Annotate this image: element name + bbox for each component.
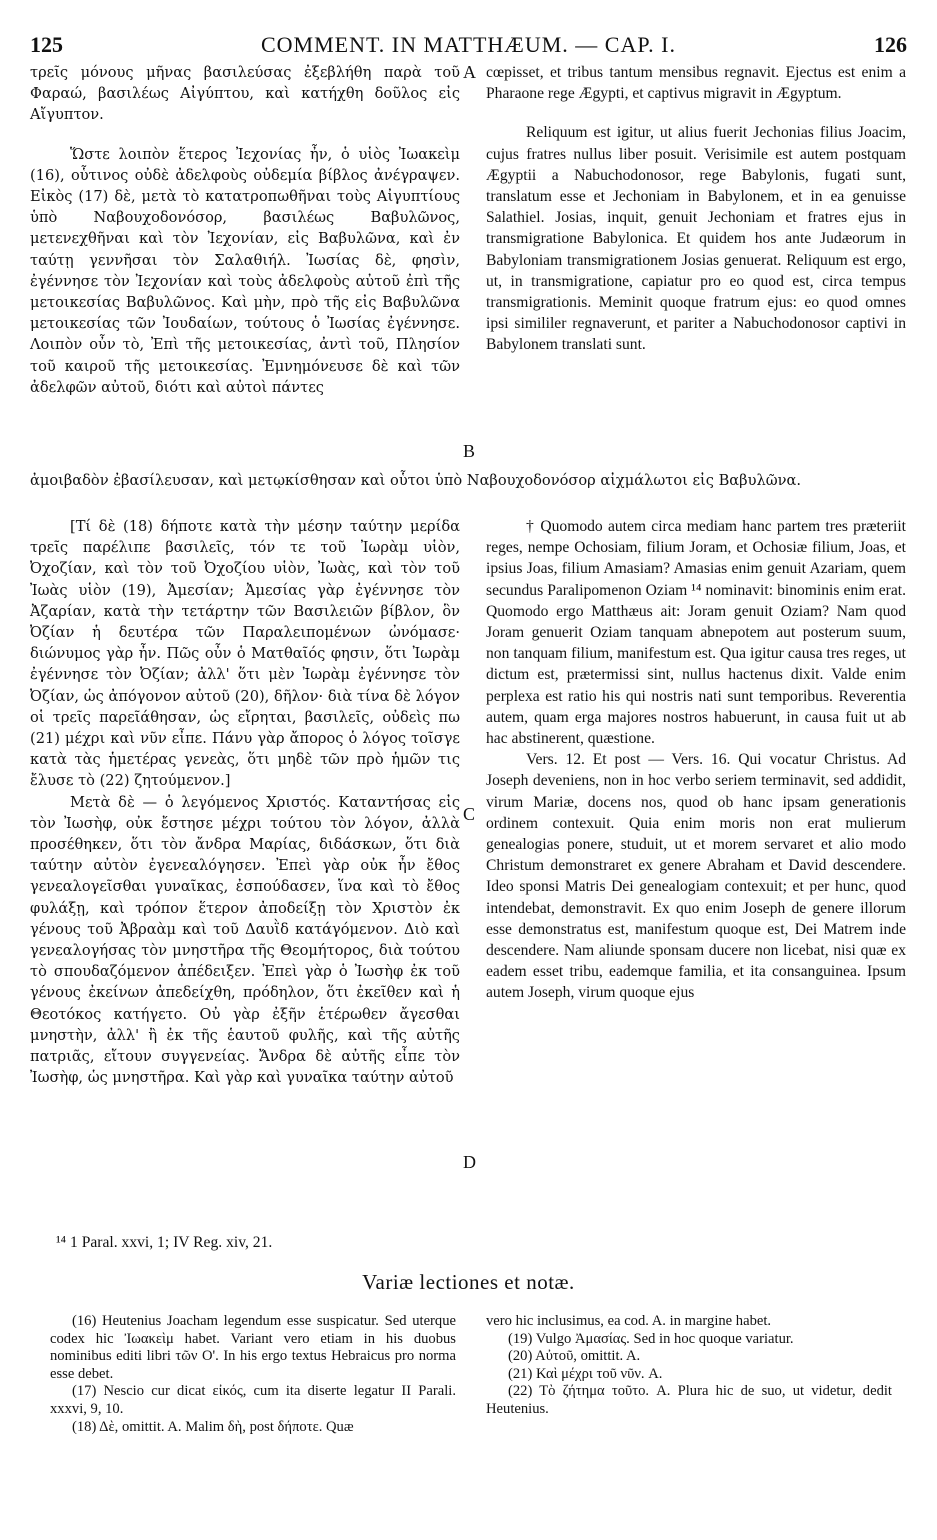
running-title: COMMENT. IN MATTHÆUM. — CAP. I. [260, 32, 676, 57]
running-header [30, 32, 907, 60]
margin-marker-d: D [463, 1152, 476, 1172]
note-item: vero hic inclusimus, ea cod. A. in margine habet. [486, 1313, 772, 1329]
footnote: ¹⁴ 1 Paral. xxvi, 1; IV Reg. xiv, 21. [56, 1234, 273, 1251]
note-item: (16) Heutenius Joacham legendum esse suspicatur. Sed uterque codex hic Ἰωακεὶμ habet. Variant vero etiam in his duobus nominibus editi libri τῶν Ο'. In his ergo textus Hebraicus pro norma esse debet. [50, 1313, 456, 1382]
notes-title: Variæ lectiones et notæ. [362, 1270, 575, 1294]
page-number-left: 125 [30, 32, 63, 57]
latin-column-upper [486, 62, 906, 356]
margin-marker-b: B [463, 441, 476, 461]
latin-paragraph: Vers. 12. Et post — Vers. 16. Qui vocatur Christus. Ad Joseph deveniens, non in hoc verbo seriem terminavit, sed addidit, virum Mariæ, docens nos, quod ob hanc ipsam generationis ordinem contexuit. Quia enim moris non erat mulierum genealogias ponere, studuit, ut et morem servaret et alio modo Christum demonstraret ex genere Abraham et David descendere. Ideo sponsi Matris Dei genealogiam contexuit; et per hunc, quod intendebat, demonstravit. Ex quo enim Joseph de genere illorum esse demonstratus est, manifestum quoque est, Dei Matrem inde descendere. Nam aliunde sponsam ducere non licebat, nisi quæ ex eadem esset tribu, eademque familia, et ita consanguinea. Ipsum autem Joseph, virum quoque ejus [486, 751, 906, 1002]
note-item: (22) Τὸ ζήτημα τοῦτο. A. Plura hic de suo, ut videtur, dedit Heutenius. [486, 1383, 892, 1417]
greek-paragraph: Ὥστε λοιπὸν ἕτερος Ἰεχονίας ἦν, ὁ υἱὸς Ἰωακεὶμ (16), οὗτινος οὐδὲ ἀδελφοὺς οὐδεμία βίβλος ἀνέγραψεν. Εἰκὸς (17) δὲ, μετὰ τὸ κατατροπωθῆναι τοὺς Αἰγυπτίους ὑπὸ Ναβουχοδονόσορ, βασιλέως Βαβυλῶνος, μετενεχθῆναι καὶ τὸν Ἰεχονίαν, εἰς Βαβυλῶνα, καὶ ἐν ταύτῃ γεννῆσαι τὸν Σαλαθιήλ. Ἰωσίας δὲ, φησὶν, ἐγέννησε τὸν Ἰεχονίαν καὶ τοὺς ἀδελφοὺς αὐτοῦ ἐπὶ τῆς μετοικεσίας Βαβυλῶνος. Καὶ μὴν, πρὸ τῆς εἰς Βαβυλῶνα μετοικεσίας τῶν Ἰουδαίων, τούτους ὁ Ἰωσίας ἐγέννησε. Λοιπὸν οὖν τὸ, Ἐπὶ τῆς μετοικεσίας, ἀντὶ τοῦ, Πλησίον τοῦ καιροῦ τῆς μετοικεσίας. Ἐμνημόνευσε δὲ καὶ τῶν ἀδελφῶν αὐτοῦ, διότι καὶ αὐτοὶ πάντες [30, 145, 460, 396]
greek-paragraph: Μετὰ δὲ — ὁ λεγόμενος Χριστός. Καταντήσας εἰς τὸν Ἰωσὴφ, οὐκ ἔστησε μέχρι τούτου τὸν λόγον, ἀλλὰ προσέθηκεν, ὅτι τὸν ἄνδρα Μαρίας, διδάσκων, ὅτι διὰ ταύτην αὐτὸν ἐγενεαλόγησεν. Ἐπεὶ γὰρ οὐκ ἦν ἔθος γενεαλογεῖσθαι γυναῖκας, ἐσπούδασεν, ἵνα καὶ τὸ ἔθος φυλάξῃ, καὶ τρόπον ἕτερον ἀποδείξῃ τὸν Χριστὸν ἐκ γένους τοῦ Ἀβραὰμ καὶ τοῦ Δαυῒδ κατάγόμενον. Διὸ καὶ γενεαλογήσας τὸν μνηστῆρα τῆς Θεομήτορος, διὰ τούτου τὸ σπουδαζόμενον ἀπέδειξεν. Ἐπεὶ γὰρ ὁ Ἰωσὴφ ἐκ τοῦ γένους ἐκείνων ἀπεδείχθη, πρόδηλον, ὅτι ἐκεῖθεν καὶ ἡ Θεοτόκος κατήγετο. Οὐ γὰρ ἐξῆν ἑτέρωθεν ἄγεσθαι μνηστὴν, ἀλλ' ἢ ἐκ τῆς ἑαυτοῦ φυλῆς, καὶ τῆς αὐτῆς πατριᾶς, εἴτουν συγγενείας. Ἄνδρα δὲ αὐτῆς εἶπε τὸν Ἰωσὴφ, ὡς μνηστῆρα. Καὶ γὰρ καὶ γυναῖκα ταύτην αὐτοῦ [30, 793, 460, 1087]
greek-full-width-line [30, 470, 907, 491]
latin-paragraph: cœpisset, et tribus tantum mensibus regnavit. Ejectus est enim a Pharaone rege Ægypti, et captivus migravit in Ægyptum. [486, 64, 906, 103]
greek-paragraph: τρεῖς μόνους μῆνας βασιλεύσας ἐξεβλήθη παρὰ τοῦ Φαραώ, βασιλέως Αἰγύπτου, καὶ κατήχθη δοῦλος εἰς Αἴγυπτον. [30, 64, 460, 124]
margin-marker-c: C [463, 804, 476, 824]
note-item: (17) Nescio cur dicat εἰκός, cum ita diserte legatur II Parali. xxxvi, 9, 10. [50, 1383, 456, 1417]
margin-marker-a: A [463, 62, 476, 82]
notes-column-right [486, 1313, 892, 1419]
latin-paragraph: Reliquum est igitur, ut alius fuerit Jechonias filius Joacim, cujus fratres nullus liber posuit. Verisimile est autem postquam Ægyptii a Nabuchodonosor, rege Babylonis, fugati sunt, translatum esse et Jechoniam in Babylonem, et in ea genuisse Salathiel. Josias, inquit, genuit Jechoniam et fratres ejus in transmigratione Babylonica. Et quidem hos ante Judæorum in Babyloniam transmigrationem Josias genuerat. Reliquum est ergo, ut, in transmigratione, capiatur pro eo quod est, circa tempus transmigrationis. Meminit quoque fratrum ejus: eo quod omnes ipsi simililer regnaverunt, et pariter a Nabuchodonosor captivi in Babylonem translati sunt. [486, 124, 906, 354]
note-item: (20) Αὐτοῦ, omittit. A. [508, 1348, 641, 1365]
notes-column-left [50, 1313, 456, 1436]
greek-paragraph: ἀμοιβαδὸν ἐβασίλευσαν, καὶ μετῳκίσθησαν καὶ οὗτοι ὑπὸ Ναβουχοδονόσορ αἰχμάλωτοι εἰς Βαβυλῶνα. [30, 472, 801, 489]
note-item: (19) Vulgo Ἀμασίας. Sed in hoc quoque variatur. [508, 1330, 794, 1347]
greek-column-upper [30, 62, 460, 398]
latin-paragraph: † Quomodo autem circa mediam hanc partem tres præteriit reges, nempe Ochosiam, filium Joram, et Ochosiæ filium, Joas, et ipsius Joas, filium Amasiam? Amasias enim genuit Azariam, quem secundus Paralipomenon Oziam ¹⁴ nominavit: binominis enim erat. Quomodo ergo Matthæus ait: Joram genuit Oziam? Nam quod Joram genuerit Oziam tanquam abnepotem aut posterum suum, non tanquam filium, manifestum est. Qua igitur causa tres reges, ut dictum est, prætermissi sint, nullus hactenus dixit. Valde enim perplexa est ratio his qui nostris nati sunt temporibus. Reverentia autem, quam erga majores nostros habuerunt, in causa fuit ut ab hac abstinerent, quæstione. [486, 518, 906, 748]
greek-column-lower [30, 516, 460, 1088]
latin-column-lower [486, 516, 906, 1004]
page-number-right: 126 [874, 32, 907, 57]
note-item: (21) Καὶ μέχρι τοῦ νῦν. A. [508, 1365, 663, 1382]
greek-paragraph: [Τί δὲ (18) δήποτε κατὰ τὴν μέσην ταύτην μερίδα τρεῖς παρέλιπε βασιλεῖς, τόν τε τοῦ Ἰωρὰμ υἱὸν, Ὀχοζίαν, καὶ τὸν τοῦ Ὀχοζίου υἱὸν, Ἰωὰς, καὶ τὸν τοῦ Ἰωὰς υἱὸν (19), Ἀμεσίαν; Ἀμεσίας γὰρ ἐγέννησε τὸν Ἀζαρίαν, κατὰ τὴν τετάρτην τῶν Βασιλειῶν βίβλον, ὃν Ὀζίαν ἡ δευτέρα τῶν Παραλειπομένων ὠνόμασε· διώνυμος γὰρ ἦν. Πῶς οὖν ὁ Ματθαῖός φησιν, ὅτι Ἰωρὰμ ἐγέννησε τὸν Ὀζίαν; ἀλλ' ὅτι μὲν Ἰωρὰμ ἐγέννησε τὸν Ὀζίαν, ὡς ἀπόγονον αὐτοῦ (20), δῆλον· διὰ τίνα δὲ λόγον οἱ τρεῖς παρεῖάθησαν, ὡς εἴρηται, βασιλεῖς, οὐδεὶς πω (21) μέχρι καὶ νῦν εἶπε. Πάνυ γὰρ ἄπορος ὁ λόγος τοῖσγε κατὰ τὰς ἡμετέρας γενεὰς, ὅτι μηδὲ τῶν πρὸ ἡμῶν τις ἔλυσε τὸ (22) ζητούμενον.] [30, 518, 460, 790]
note-item: (18) Δὲ, omittit. A. Malim δὴ, post δήποτε. Quæ [72, 1418, 354, 1435]
